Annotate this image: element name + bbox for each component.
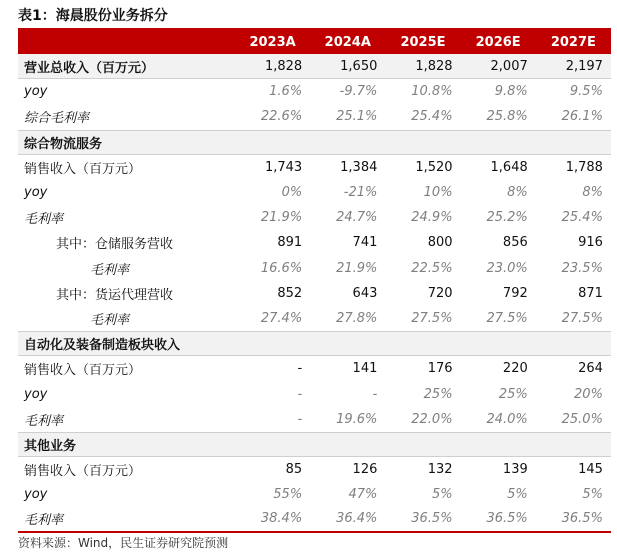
table-header-row xyxy=(18,30,611,54)
row-value-cell: 264 xyxy=(578,361,603,377)
row-label: 综合毛利率 xyxy=(24,111,90,127)
row-label: yoy xyxy=(24,487,48,503)
table-row xyxy=(18,281,611,306)
row-value-cell: 21.9% xyxy=(336,260,378,276)
table-row xyxy=(18,507,611,532)
row-label: yoy xyxy=(24,84,48,100)
row-value-cell: -21% xyxy=(343,185,378,201)
table-row xyxy=(18,54,611,79)
table-row xyxy=(18,256,611,281)
row-value-cell: 24.0% xyxy=(486,411,528,427)
row-value-cell: 8% xyxy=(582,185,603,201)
row-label: 营业总收入（百万元） xyxy=(24,60,155,76)
section-header-row xyxy=(18,130,611,155)
row-value-cell: 2,197 xyxy=(565,58,603,74)
row-value-cell: 741 xyxy=(352,235,378,251)
table-row xyxy=(18,407,611,432)
row-value-cell: 23.5% xyxy=(561,260,603,276)
row-value-cell: 5% xyxy=(431,487,453,503)
row-value-cell: 1,650 xyxy=(340,58,378,74)
row-value-cell: 852 xyxy=(277,285,303,301)
table-row xyxy=(18,306,611,331)
row-value-cell: 1,648 xyxy=(490,159,528,175)
row-value-cell: 25.0% xyxy=(561,411,603,427)
row-value-cell: - xyxy=(297,386,303,402)
table-row xyxy=(18,155,611,180)
row-label: 综合物流服务 xyxy=(24,136,103,152)
row-value-cell: 5% xyxy=(582,487,603,503)
row-value-cell: 27.4% xyxy=(260,310,303,326)
row-value-cell: 145 xyxy=(578,462,603,478)
row-value-cell: 9.5% xyxy=(569,84,603,100)
row-label: 销售收入（百万元） xyxy=(24,161,142,177)
row-value-cell: 20% xyxy=(574,386,603,402)
row-value-cell: 27.5% xyxy=(561,310,603,326)
row-value-cell: 132 xyxy=(427,462,453,478)
table-row xyxy=(18,381,611,406)
row-value-cell: 38.4% xyxy=(260,511,303,527)
row-value-cell: 25.2% xyxy=(486,210,528,226)
row-value-cell: 1,828 xyxy=(415,58,453,74)
row-label: 其中：仓储服务营收 xyxy=(56,237,174,253)
row-value-cell: 2,007 xyxy=(490,58,528,74)
row-value-cell: 25% xyxy=(498,386,528,402)
row-value-cell: 25% xyxy=(423,386,453,402)
row-value-cell: 5% xyxy=(507,487,528,503)
row-value-cell: 1,828 xyxy=(264,58,303,74)
row-value-cell: -9.7% xyxy=(339,84,378,100)
header-year-2025e: 2025E xyxy=(400,34,446,50)
row-value-cell: 800 xyxy=(427,235,453,251)
row-value-cell: 25.4% xyxy=(411,109,453,125)
row-value-cell: 36.5% xyxy=(486,511,528,527)
row-value-cell: 55% xyxy=(273,487,303,503)
row-value-cell: 22.6% xyxy=(260,109,303,125)
row-label: 自动化及装备制造板块收入 xyxy=(24,338,181,354)
table-row xyxy=(18,457,611,482)
row-label: 毛利率 xyxy=(24,212,64,228)
row-value-cell: 141 xyxy=(352,361,378,377)
row-value-cell: 0% xyxy=(281,185,303,201)
row-value-cell: 27.5% xyxy=(486,310,528,326)
business-breakdown-table xyxy=(18,28,611,533)
table-row xyxy=(18,180,611,205)
row-value-cell: 1,384 xyxy=(340,159,378,175)
row-value-cell: 10.8% xyxy=(411,84,453,100)
row-value-cell: 19.6% xyxy=(336,411,378,427)
row-value-cell: 36.4% xyxy=(336,511,378,527)
row-label: 毛利率 xyxy=(90,312,130,328)
row-label: yoy xyxy=(24,185,48,201)
header-year-2027e: 2027E xyxy=(550,34,596,50)
header-year-2024a: 2024A xyxy=(324,34,371,50)
row-value-cell: - xyxy=(297,411,303,427)
row-value-cell: 22.0% xyxy=(411,411,453,427)
section-header-row xyxy=(18,331,611,356)
row-label: 毛利率 xyxy=(24,413,64,429)
source-note: 资料来源：Wind，民生证券研究院预测 xyxy=(18,536,229,550)
header-year-2023a: 2023A xyxy=(249,34,296,50)
row-value-cell: - xyxy=(372,386,378,402)
row-value-cell: 10% xyxy=(423,185,453,201)
row-value-cell: 24.9% xyxy=(411,210,453,226)
row-value-cell: 891 xyxy=(277,235,303,251)
table-row xyxy=(18,79,611,104)
row-value-cell: 25.1% xyxy=(336,109,378,125)
row-value-cell: 24.7% xyxy=(336,210,378,226)
row-value-cell: 23.0% xyxy=(486,260,528,276)
row-value-cell: 220 xyxy=(502,361,528,377)
row-value-cell: 26.1% xyxy=(561,109,603,125)
row-value-cell: 1,743 xyxy=(264,159,303,175)
table-row xyxy=(18,104,611,129)
row-label: 销售收入（百万元） xyxy=(24,464,142,480)
row-value-cell: 643 xyxy=(352,285,378,301)
table-row xyxy=(18,230,611,255)
row-value-cell: 139 xyxy=(502,462,528,478)
row-value-cell: 25.4% xyxy=(561,210,603,226)
row-label: 毛利率 xyxy=(90,262,130,278)
row-value-cell: 21.9% xyxy=(260,210,303,226)
header-year-2026e: 2026E xyxy=(475,34,521,50)
row-label: yoy xyxy=(24,386,48,402)
row-value-cell: 9.8% xyxy=(494,84,528,100)
row-value-cell: 856 xyxy=(502,235,528,251)
row-label: 其中：货运代理营收 xyxy=(56,287,174,303)
row-value-cell: 8% xyxy=(507,185,528,201)
row-value-cell: 85 xyxy=(285,462,303,478)
row-value-cell: 47% xyxy=(348,487,378,503)
row-value-cell: 1,520 xyxy=(415,159,453,175)
row-label: 其他业务 xyxy=(24,438,77,454)
row-value-cell: - xyxy=(297,361,303,377)
row-label: 销售收入（百万元） xyxy=(24,363,142,379)
table-row xyxy=(18,205,611,230)
section-header-row xyxy=(18,432,611,457)
row-label: 毛利率 xyxy=(24,513,64,529)
row-value-cell: 871 xyxy=(578,285,603,301)
row-value-cell: 176 xyxy=(427,361,453,377)
table-row xyxy=(18,356,611,381)
row-value-cell: 25.8% xyxy=(486,109,528,125)
row-value-cell: 720 xyxy=(427,285,453,301)
table-body xyxy=(18,54,611,533)
row-value-cell: 27.8% xyxy=(336,310,378,326)
row-value-cell: 1,788 xyxy=(565,159,603,175)
table-title: 表1：海晨股份业务拆分 xyxy=(18,8,168,24)
row-value-cell: 126 xyxy=(352,462,378,478)
row-value-cell: 792 xyxy=(502,285,528,301)
row-value-cell: 22.5% xyxy=(411,260,453,276)
row-value-cell: 16.6% xyxy=(260,260,303,276)
row-value-cell: 1.6% xyxy=(269,84,303,100)
table-row xyxy=(18,482,611,507)
row-value-cell: 36.5% xyxy=(411,511,453,527)
row-value-cell: 36.5% xyxy=(561,511,603,527)
row-value-cell: 27.5% xyxy=(411,310,453,326)
row-value-cell: 916 xyxy=(578,235,603,251)
